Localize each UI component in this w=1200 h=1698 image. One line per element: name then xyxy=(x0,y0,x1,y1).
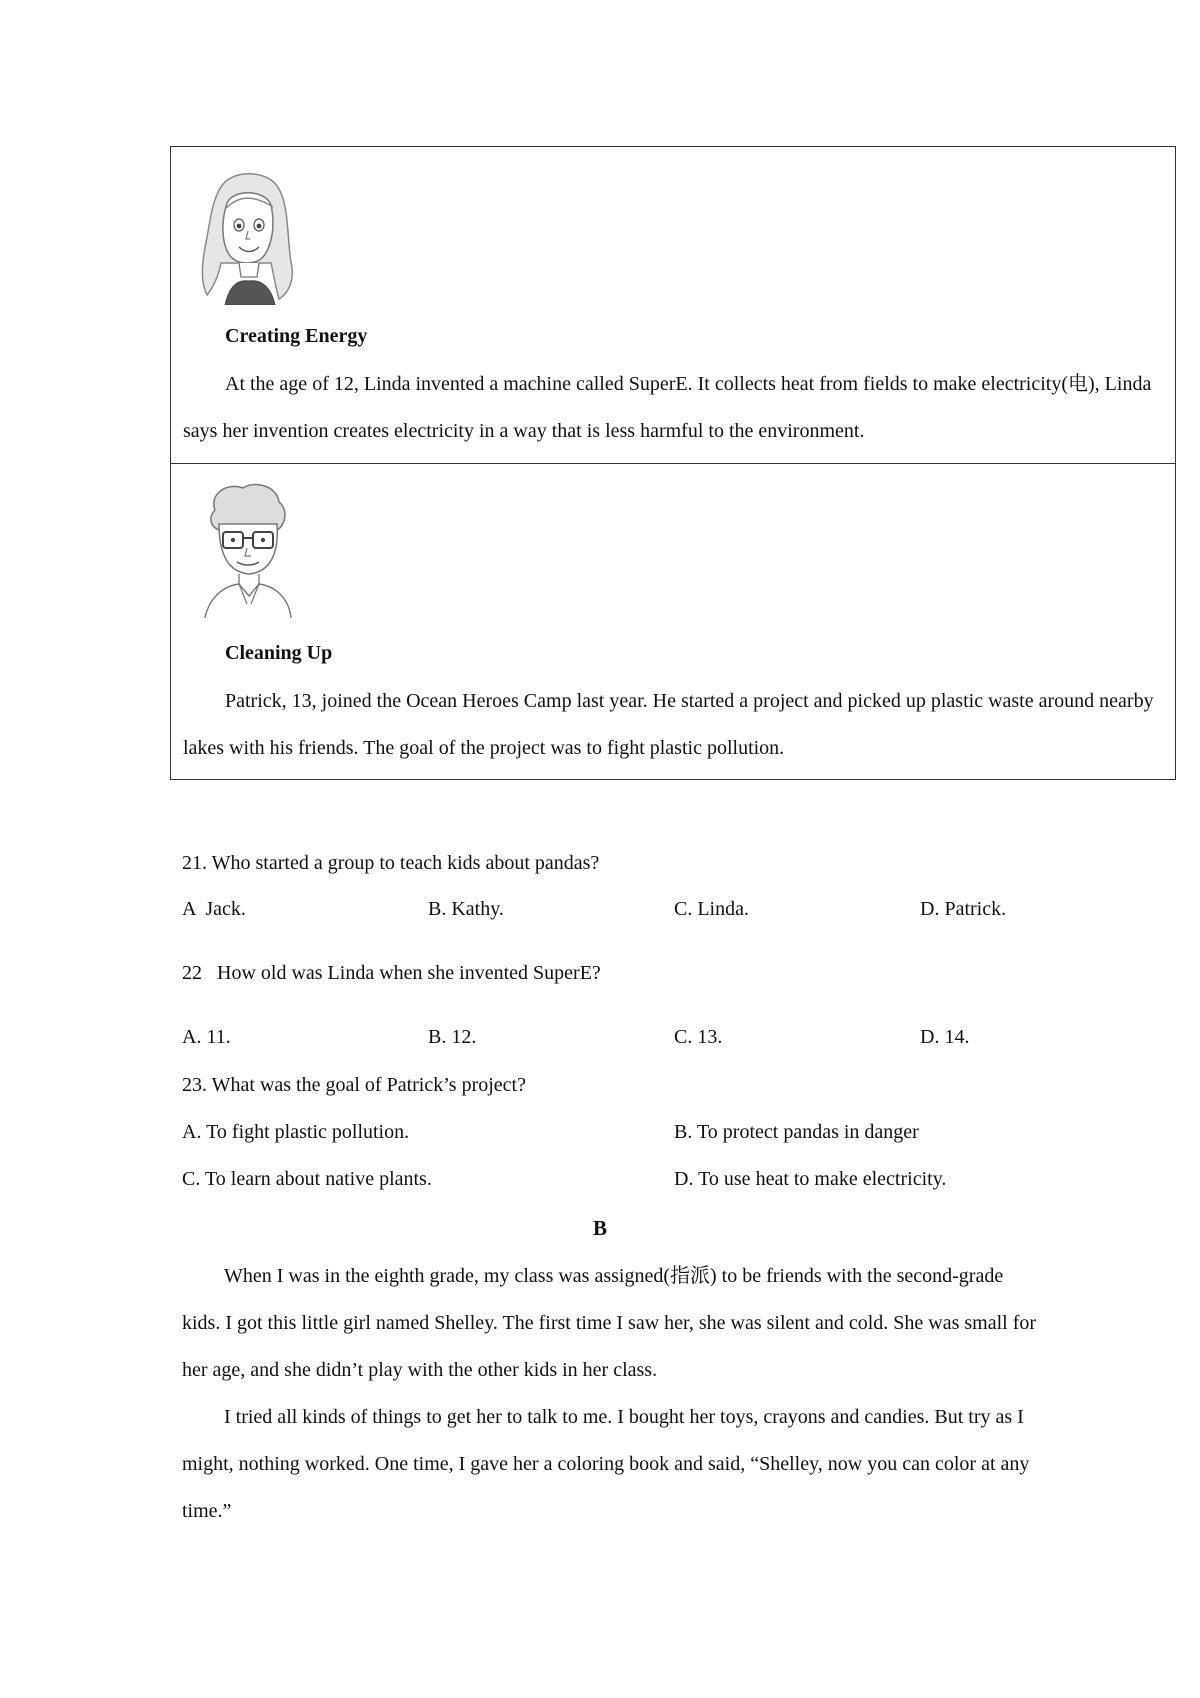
question-22-option-d: D. 14. xyxy=(920,1026,970,1048)
girl-portrait-icon xyxy=(191,167,301,305)
passage-paragraph: When I was in the eighth grade, my class was assigned(指派) to be friends with the second-grade kids. I got this little girl named Shelley. The first time I saw her, she was silent and cold. She was small for her age, and she didn’t play with the other kids in her class. xyxy=(182,1265,1037,1381)
question-23-option-c: C. To learn about native plants. xyxy=(182,1168,432,1190)
section-heading: B xyxy=(592,1216,607,1240)
card-text: At the age of 12, Linda invented a machine called SuperE. It collects heat from fields to make electricity(电), Linda says her invention creates electricity in a way that is less harmful to the environment. xyxy=(183,373,1152,442)
question-23-option-b: B. To protect pandas in danger xyxy=(674,1121,919,1143)
question-22-option-a: A. 11. xyxy=(182,1026,231,1048)
question-22-stem: 22 How old was Linda when she invented SuperE? xyxy=(182,962,601,984)
passage-paragraph: I tried all kinds of things to get her to talk to me. I bought her toys, crayons and candies. But try as I might, nothing worked. One time, I gave her a coloring book and said, “Shelley, now you can color at any time.” xyxy=(182,1406,1030,1522)
question-23-option-d: D. To use heat to make electricity. xyxy=(674,1168,947,1190)
question-21-option-a: A Jack. xyxy=(182,898,246,920)
question-21-stem: 21. Who started a group to teach kids about pandas? xyxy=(182,852,600,874)
boy-with-glasses-portrait-icon xyxy=(191,480,301,618)
question-21-option-d: D. Patrick. xyxy=(920,898,1007,920)
card-title: Creating Energy xyxy=(225,325,368,347)
card-text: Patrick, 13, joined the Ocean Heroes Camp last year. He started a project and picked up plastic waste around nearby lakes with his friends. The goal of the project was to fight plastic pollution. xyxy=(183,690,1154,759)
card-creating-energy xyxy=(171,147,1175,463)
question-21-option-c: C. Linda. xyxy=(674,898,749,920)
card-cleaning-up xyxy=(171,463,1175,779)
reading-table xyxy=(170,146,1176,780)
question-23-option-a: A. To fight plastic pollution. xyxy=(182,1121,410,1143)
question-23-stem: 23. What was the goal of Patrick’s project? xyxy=(182,1074,526,1096)
question-21-option-b: B. Kathy. xyxy=(428,898,504,920)
question-22-option-b: B. 12. xyxy=(428,1026,477,1048)
card-title: Cleaning Up xyxy=(225,642,333,664)
question-22-option-c: C. 13. xyxy=(674,1026,723,1048)
passage xyxy=(182,1253,1042,1535)
